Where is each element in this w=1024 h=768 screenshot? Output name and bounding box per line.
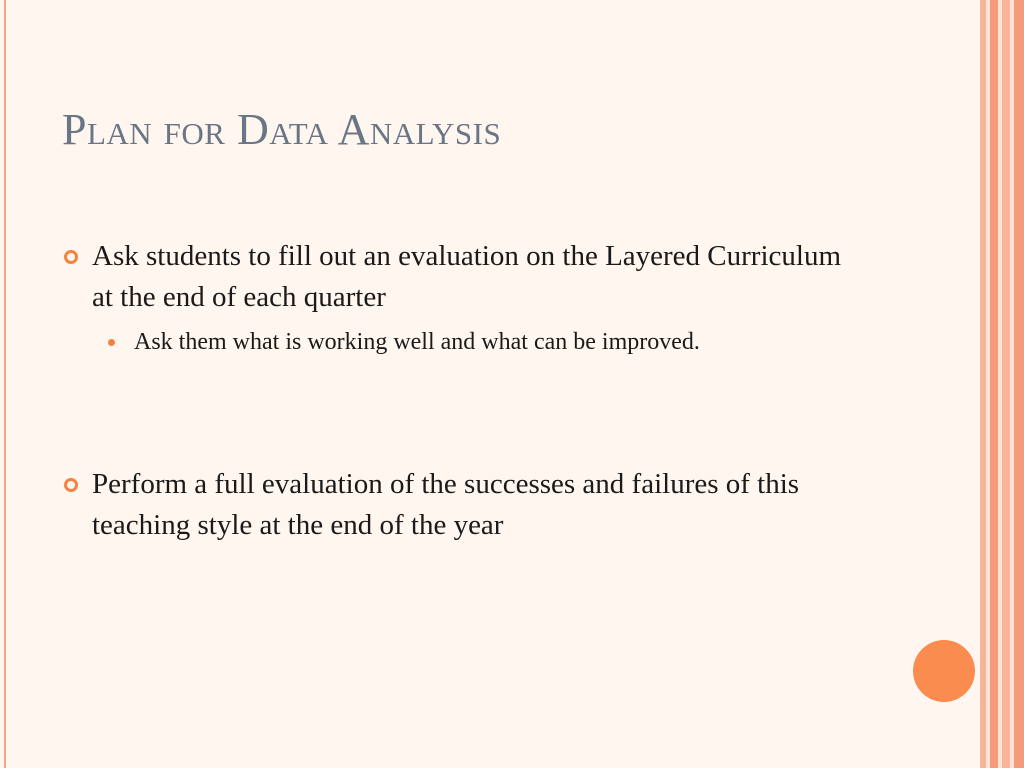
dot-bullet-icon [108,339,115,346]
slide-title: Plan for Data Analysis [62,105,502,154]
ring-bullet-icon [64,478,78,492]
bullet-item [62,464,842,546]
right-decor-stripe [1014,0,1024,768]
ring-bullet-icon [64,250,78,264]
bullet-item [62,236,842,318]
sub-bullet-text: Ask them what is working well and what can be improved. [134,329,700,355]
right-decor-stripe [1002,0,1010,768]
right-decor-stripe [990,0,998,768]
bullet-text: Ask students to fill out an evaluation on the Layered Curriculum at the end of each quarter [92,240,842,313]
bullet-text: Perform a full evaluation of the successes and failures of this teaching style at the end of the year [92,468,800,541]
sub-bullet-item [62,324,842,360]
left-border-line [4,0,6,768]
slide-body [62,236,842,546]
decorative-circle [913,640,975,702]
spacer [62,360,842,464]
